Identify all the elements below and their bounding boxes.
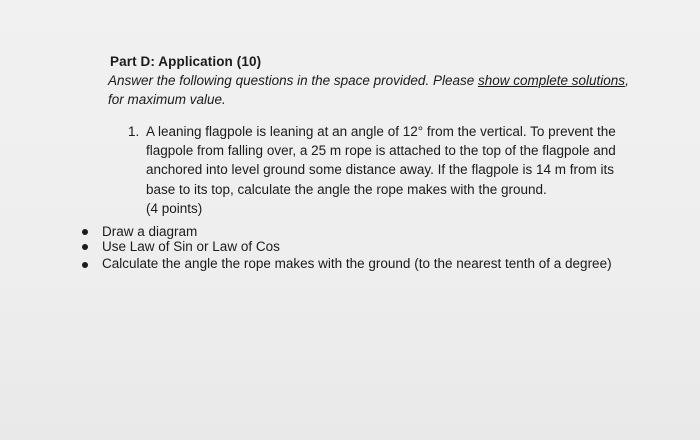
hint-text: Draw a diagram <box>102 224 198 239</box>
hint-text: Calculate the angle the rope makes with the ground (to the nearest tenth of a degree) <box>102 256 612 271</box>
hint-item <box>82 239 682 254</box>
bullet-icon <box>82 262 88 268</box>
bullet-icon <box>82 244 88 250</box>
instructions-text: Answer the following questions in the space provided. Please <box>108 73 478 88</box>
hint-item <box>82 254 682 274</box>
question-points: (4 points) <box>146 200 203 216</box>
question-body <box>146 122 638 218</box>
instructions-line2: for maximum value. <box>108 92 226 107</box>
bullet-icon <box>82 229 88 235</box>
question-text: A leaning flagpole is leaning at an angle of 12° from the vertical. To prevent the flagpole from falling over, a 25 m rope is attached to the top of the flagpole and anchored into level ground some distance away. If the flagpole is 14 m from its base to its top, calculate the angle the rope makes with the ground. <box>146 124 616 197</box>
instructions <box>108 71 648 109</box>
question-number: 1. <box>128 124 140 139</box>
hint-text: Use Law of Sin or Law of Cos <box>102 239 280 254</box>
section-title: Part D: Application (10) <box>110 54 262 69</box>
instructions-comma: , <box>625 73 629 88</box>
hint-list <box>82 224 682 274</box>
question-1 <box>128 122 638 218</box>
instructions-underlined: show complete solutions <box>477 73 626 88</box>
hint-item <box>82 224 682 239</box>
